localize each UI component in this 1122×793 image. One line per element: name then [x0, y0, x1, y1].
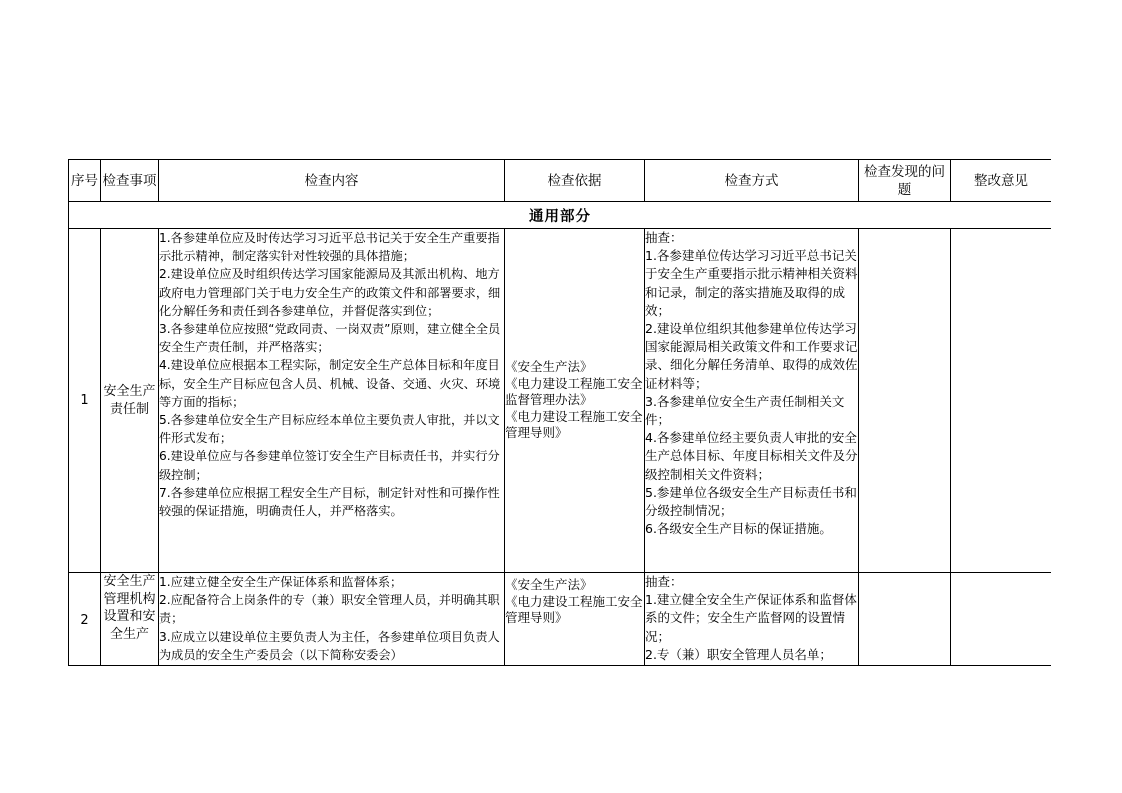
- method-line: 2.建设单位组织其他参建单位传达学习国家能源局相关政策文件和工作要求记录、细化分解任务清单、取得的成效佐证材料等；: [645, 321, 858, 391]
- method-line: 2.专（兼）职安全管理人员名单；: [645, 646, 832, 662]
- row-method: [645, 229, 859, 573]
- table-row: [69, 573, 1052, 667]
- content-line: 3.各参建单位应按照“党政同责、一岗双责”原则，建立健全全员安全生产责任制，并严格落实；: [159, 322, 501, 355]
- basis-line: 《安全生产法》: [505, 577, 593, 592]
- header-issues: 检查发现的问题: [859, 160, 951, 202]
- row-seq: 2: [69, 573, 101, 667]
- section-row: [69, 202, 1052, 229]
- method-line: 3.各参建单位安全生产责任制相关文件；: [645, 393, 845, 428]
- row-item: 安全生产责任制: [101, 229, 159, 573]
- content-line: 2.建设单位应及时组织传达学习国家能源局及其派出机构、地方政府电力管理部门关于电力安全生产的政策文件和部署要求，细化分解任务和责任到各参建单位，并督促落实到位；: [159, 267, 501, 318]
- content-line: 6.建设单位应与各参建单位签订安全生产目标责任书，并实行分级控制；: [159, 449, 500, 482]
- row-content: [159, 229, 505, 573]
- section-title: 通用部分: [69, 202, 1052, 229]
- row-basis: [505, 573, 645, 667]
- method-line: 1.建立健全安全生产保证体系和监督体系的文件；安全生产监督网的设置情况；: [645, 592, 857, 644]
- method-line: 4.各参建单位经主要负责人审批的安全生产总体目标、年度目标相关文件及分级控制相关文件资料；: [645, 430, 858, 482]
- content-line: 3.应成立以建设单位主要负责人为主任，各参建单位项目负责人为成员的安全生产委员会（以下简称安委会）: [159, 629, 500, 662]
- table-row: [69, 229, 1052, 573]
- content-line: 4.建设单位应根据本工程实际，制定安全生产总体目标和年度目标，安全生产目标应包含人员、机械、设备、交通、火灾、环境等方面的指标；: [159, 358, 501, 409]
- basis-line: 《电力建设工程施工安全监督管理办法》: [505, 375, 643, 408]
- row-issues: [859, 229, 951, 573]
- method-line: 1.各参建单位传达学习习近平总书记关于安全生产重要指示批示精神相关资料和记录，制定的落实措施及取得的成效；: [645, 248, 858, 318]
- header-method: 检查方式: [645, 160, 859, 202]
- method-line: 6.各级安全生产目标的保证措施。: [645, 521, 832, 537]
- header-content: 检查内容: [159, 160, 505, 202]
- row-content: [159, 573, 505, 667]
- header-seq: 序号: [69, 160, 101, 202]
- content-line: 1.应建立健全安全生产保证体系和监督体系；: [159, 575, 403, 589]
- row-method: [645, 573, 859, 667]
- row-seq: 1: [69, 229, 101, 573]
- row-item: 安全生产管理机构设置和安全生产: [101, 573, 159, 667]
- inspection-table-container: [68, 159, 1051, 666]
- basis-line: 《电力建设工程施工安全管理导则》: [505, 593, 643, 625]
- basis-line: 《安全生产法》: [505, 359, 593, 375]
- row-advice: [951, 573, 1052, 667]
- method-line: 抽查：: [645, 574, 683, 589]
- content-line: 2.应配备符合上岗条件的专（兼）职安全管理人员，并明确其职责；: [159, 593, 500, 626]
- header-advice: 整改意见: [951, 160, 1052, 202]
- row-advice: [951, 229, 1052, 573]
- header-basis: 检查依据: [505, 160, 645, 202]
- content-line: 7.各参建单位应根据工程安全生产目标，制定针对性和可操作性较强的保证措施，明确责任人，并严格落实。: [159, 485, 500, 519]
- row-issues: [859, 573, 951, 667]
- content-line: 5.各参建单位安全生产目标应经本单位主要负责人审批，并以文件形式发布；: [159, 413, 500, 446]
- method-line: 5.参建单位各级安全生产目标责任书和分级控制情况；: [645, 484, 857, 519]
- row-basis: [505, 229, 645, 573]
- header-item: 检查事项: [101, 160, 159, 202]
- inspection-table: [68, 159, 1051, 666]
- method-line: 抽查：: [645, 230, 683, 245]
- basis-line: 《电力建设工程施工安全管理导则》: [505, 408, 643, 441]
- header-row: [69, 160, 1052, 202]
- content-line: 1.各参建单位应及时传达学习习近平总书记关于安全生产重要指示批示精神，制定落实针对性较强的具体措施；: [159, 231, 500, 264]
